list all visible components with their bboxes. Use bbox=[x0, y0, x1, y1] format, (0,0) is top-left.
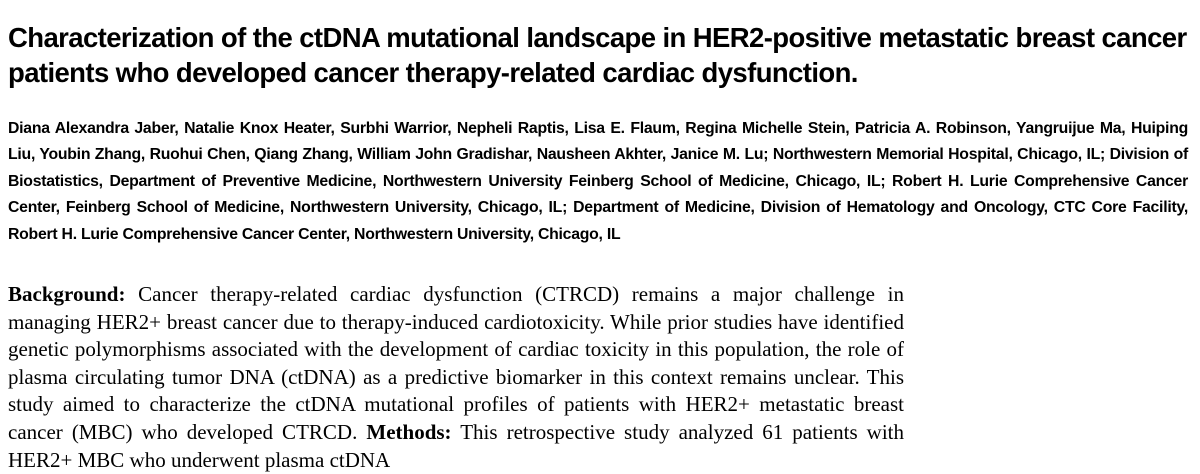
abstract-paragraph bbox=[8, 281, 904, 474]
methods-label: Methods: bbox=[366, 419, 452, 444]
background-label: Background: bbox=[8, 282, 126, 306]
authors-affiliations: Diana Alexandra Jaber, Natalie Knox Heater, Surbhi Warrior, Nepheli Raptis, Lisa E. Flaum, Regina Michelle Stein, Patricia A. Robinson, Yangruijue Ma, Huiping Liu, Youbin Zhang, Ruohui Chen, Qiang Zhang, William John Gradishar, Nausheen Akhter, Janice M. Lu; Northwestern Memorial Hospital, Chicago, IL; Division of Biostatistics, Department of Preventive Medicine, Northwestern University Feinberg School of Medicine, Chicago, IL; Robert H. Lurie Comprehensive Cancer Center, Feinberg School of Medicine, Northwestern University, Chicago, IL; Department of Medicine, Division of Hematology and Oncology, CTC Core Facility, Robert H. Lurie Comprehensive Cancer Center, Northwestern University, Chicago, IL bbox=[8, 120, 1188, 243]
background-text: Cancer therapy-related cardiac dysfunction (CTRCD) remains a major challenge in managing HER2+ breast cancer due to therapy-induced cardiotoxicity. While prior studies have identified genetic polymorphisms associated with the development of cardiac toxicity in this population, the role of plasma circulating tumor DNA (ctDNA) as a predictive biomarker in this context remains unclear. This study aimed to characterize the ctDNA mutational profiles of patients with HER2+ metastatic breast cancer (MBC) who developed CTRCD. bbox=[8, 282, 904, 444]
paper-title: Characterization of the ctDNA mutational landscape in HER2-positive metastatic breast cancer patients who developed cancer therapy-related cardiac dysfunction. bbox=[8, 22, 1187, 88]
methods-text: This retrospective study analyzed 61 patients with HER2+ MBC who underwent plasma ctDNA bbox=[8, 419, 904, 472]
